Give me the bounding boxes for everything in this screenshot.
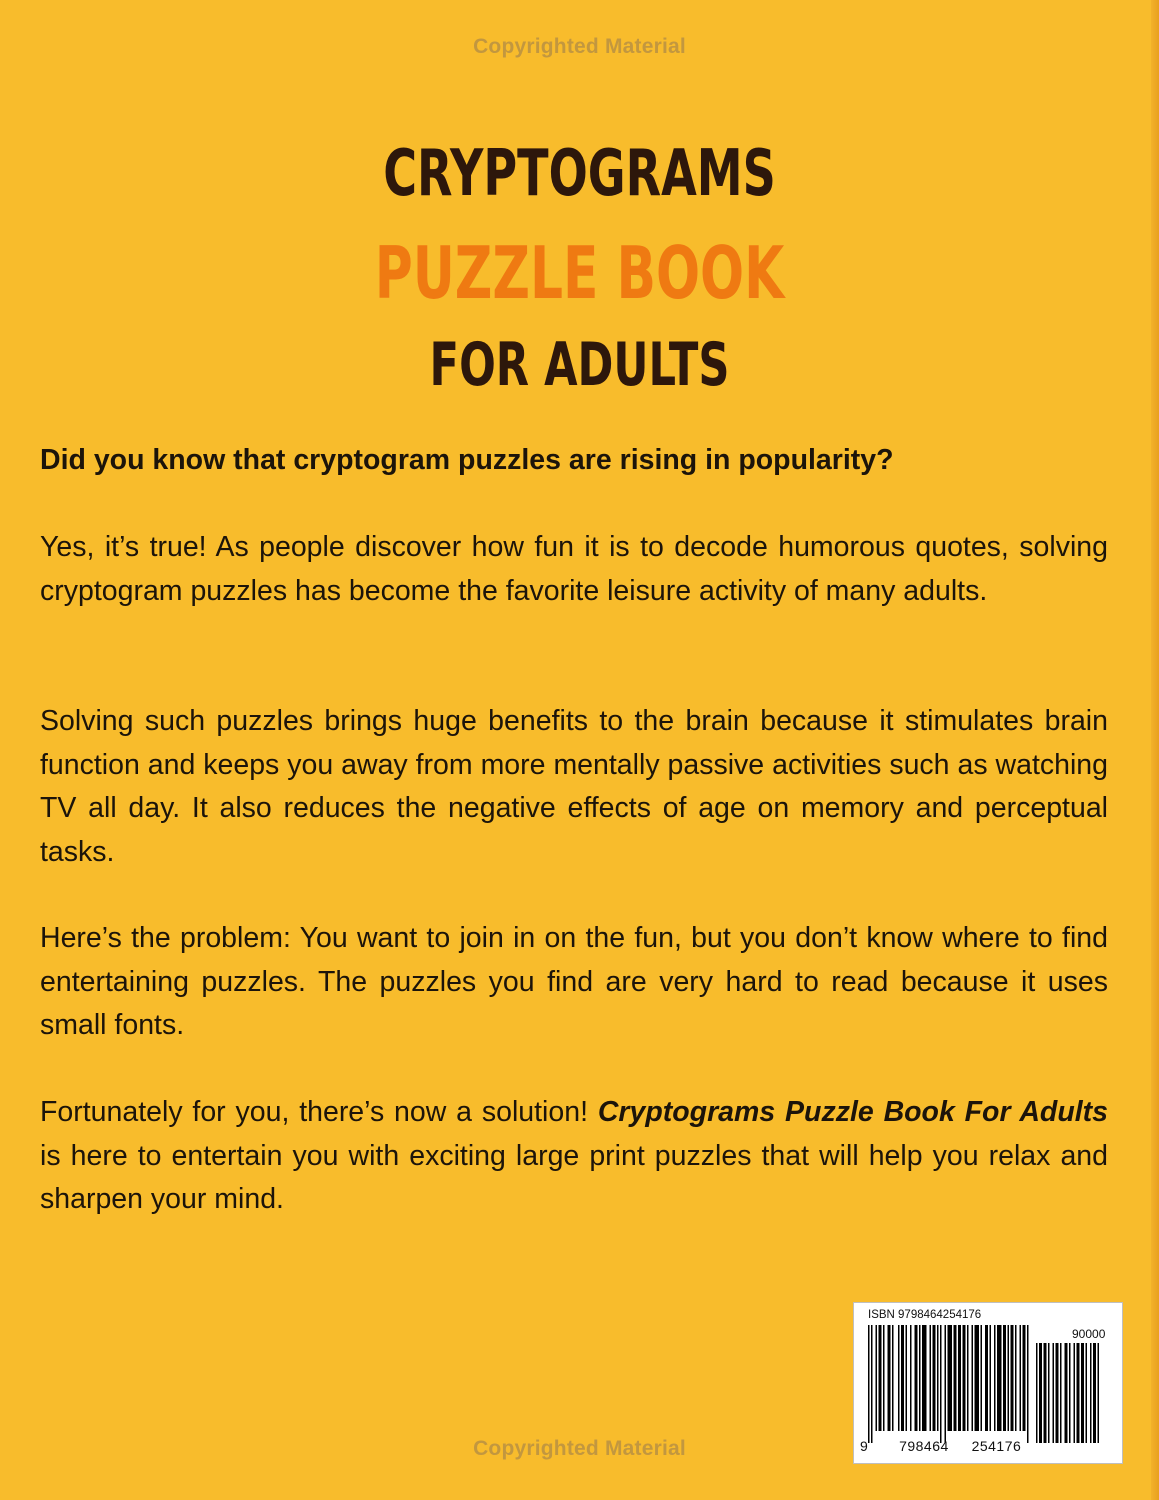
copyright-watermark-top: Copyrighted Material xyxy=(473,35,686,58)
barcode-bar xyxy=(1044,1343,1047,1443)
barcode-bar xyxy=(994,1325,996,1431)
barcode-bar xyxy=(1065,1343,1068,1443)
barcode-bar xyxy=(1093,1343,1096,1443)
barcode-bar xyxy=(1036,1343,1038,1443)
barcode-bar xyxy=(990,1325,992,1431)
barcode-bar xyxy=(930,1325,932,1431)
book-title-inline: Cryptograms Puzzle Book For Adults xyxy=(597,1096,1108,1128)
barcode-bar xyxy=(937,1325,939,1431)
barcode-bar xyxy=(1081,1343,1084,1443)
paragraph-solution xyxy=(40,1091,1108,1222)
barcode-bar xyxy=(892,1325,894,1431)
barcode-bar xyxy=(940,1325,942,1443)
barcode-bar xyxy=(910,1325,912,1431)
title-line-for-adults: FOR ADULTS xyxy=(429,330,730,400)
cover-edge-shadow xyxy=(1151,0,1159,1500)
isbn-label: ISBN 9798464254176 xyxy=(868,1309,982,1321)
barcode-bar xyxy=(997,1325,1002,1431)
barcode-bar xyxy=(981,1325,983,1431)
barcode-bar xyxy=(1056,1343,1059,1443)
solution-intro: Fortunately for you, there’s now a solution! xyxy=(40,1096,598,1128)
barcode-bar xyxy=(901,1325,904,1431)
barcode-bar xyxy=(1069,1343,1071,1443)
barcode-digits xyxy=(860,1438,1021,1454)
paragraph-benefits: Solving such puzzles brings huge benefits to the brain because it stimulates brain function and keeps you away from more mentally passive activities such as watching TV all day. It also reduces the negative effects of age on memory and perceptual tasks. xyxy=(40,705,1108,868)
barcode-digit-first: 9 xyxy=(860,1438,869,1454)
barcode-addon-bars xyxy=(1036,1343,1108,1443)
price-code-label: 90000 xyxy=(1072,1327,1106,1341)
title-line-cryptograms: CRYPTOGRAMS xyxy=(383,137,776,211)
barcode-bar xyxy=(1074,1343,1076,1443)
barcode-bar xyxy=(1098,1343,1100,1443)
barcode-bar xyxy=(1053,1343,1055,1443)
barcode-bar xyxy=(871,1325,873,1443)
barcode-bar xyxy=(906,1325,908,1431)
copyright-watermark-bottom: Copyrighted Material xyxy=(473,1437,686,1460)
barcode-bar xyxy=(883,1325,885,1431)
barcode-bar xyxy=(898,1325,900,1431)
paragraph-problem: Here’s the problem: You want to join in on the fun, but you don’t know where to find entertaining puzzles. The puzzles you find are very hard to read because it uses small fonts. xyxy=(40,922,1108,1041)
barcode-bar xyxy=(1027,1325,1029,1443)
barcode-bar xyxy=(1077,1343,1080,1443)
barcode-bar xyxy=(954,1325,957,1431)
barcode-bar xyxy=(1090,1343,1092,1443)
barcode-bar xyxy=(922,1325,927,1431)
barcode-bar xyxy=(933,1325,936,1431)
barcode-bar xyxy=(948,1325,953,1431)
isbn-barcode xyxy=(853,1302,1123,1464)
barcode-bar xyxy=(1011,1325,1014,1431)
barcode-bar xyxy=(1020,1325,1022,1431)
barcode-bar xyxy=(985,1325,988,1431)
barcode-bar xyxy=(1023,1325,1026,1431)
solution-outro: is here to entertain you with exciting large print puzzles that will help you relax and sharpen your mind. xyxy=(40,1139,1108,1215)
barcode-bar xyxy=(879,1325,882,1431)
barcode-bar xyxy=(1015,1325,1017,1431)
barcode-bar xyxy=(1060,1343,1062,1443)
barcode-bar xyxy=(963,1325,966,1431)
barcode-bar xyxy=(967,1325,969,1431)
lead-question: Did you know that cryptogram puzzles are rising in popularity? xyxy=(40,444,894,476)
barcode-bar xyxy=(972,1325,974,1431)
barcode-bar xyxy=(945,1325,947,1443)
barcode-digits-group1: 798464 xyxy=(899,1438,949,1454)
barcode-bar xyxy=(1086,1343,1088,1443)
barcode-bar xyxy=(975,1325,980,1431)
barcode-bar xyxy=(915,1325,918,1431)
barcode-main-bars xyxy=(868,1325,1036,1443)
barcode-bar xyxy=(1048,1343,1050,1443)
title-line-puzzle-book: PUZZLE BOOK xyxy=(374,231,785,315)
barcode-digits-group2: 254176 xyxy=(971,1438,1022,1454)
barcode-bar xyxy=(1039,1343,1042,1443)
barcode-bar xyxy=(958,1325,961,1431)
paragraph-popularity: Yes, it’s true! As people discover how fun it is to decode humorous quotes, solving cryptogram puzzles has become the favorite leisure activity of many adults. xyxy=(40,531,1108,607)
barcode-bar xyxy=(1003,1325,1006,1431)
barcode-bar xyxy=(888,1325,891,1431)
barcode-bar xyxy=(868,1325,870,1443)
barcode-bar xyxy=(1008,1325,1010,1431)
barcode-bar xyxy=(876,1325,878,1431)
barcode-bar xyxy=(919,1325,921,1431)
